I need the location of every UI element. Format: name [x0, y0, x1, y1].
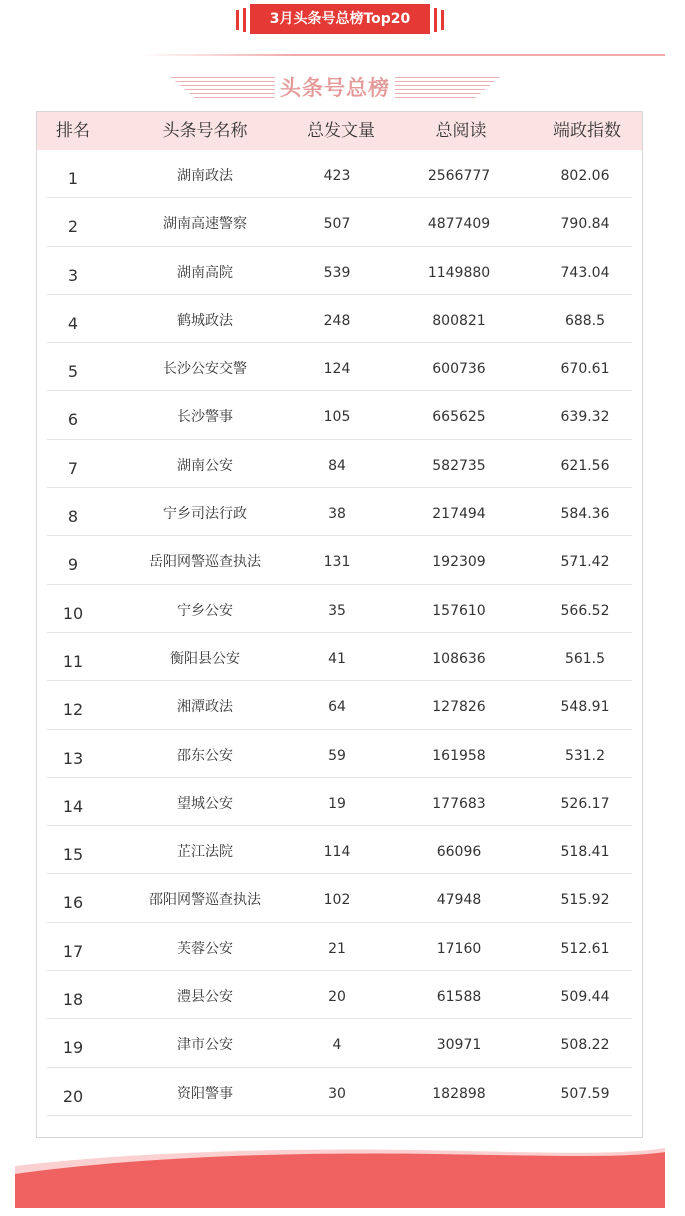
cell-index: 571.42 — [560, 554, 610, 571]
cell-rank: 20 — [62, 1086, 84, 1106]
cell-rank: 18 — [62, 990, 84, 1010]
cell-index: 584.36 — [560, 506, 610, 523]
banner-decor-bar — [434, 8, 437, 32]
cell-posts: 19 — [328, 795, 346, 812]
cell-name: 芙蓉公安 — [177, 940, 233, 957]
ranking-table — [36, 111, 643, 1138]
cell-index: 621.56 — [560, 457, 610, 474]
cell-posts: 38 — [328, 506, 346, 523]
cell-index: 515.92 — [560, 892, 610, 909]
cell-reads: 582735 — [432, 457, 486, 474]
cell-name: 澧县公安 — [177, 989, 233, 1006]
cell-reads: 600736 — [432, 361, 486, 378]
cell-reads: 182898 — [432, 1085, 486, 1102]
cell-name: 湖南公安 — [177, 457, 233, 474]
table-row — [47, 198, 632, 246]
cell-reads: 800821 — [432, 312, 486, 329]
table-row — [47, 971, 632, 1019]
cell-name: 湖南高速警察 — [163, 216, 247, 233]
cell-index: 802.06 — [560, 168, 610, 184]
table-row — [47, 730, 632, 778]
cell-name: 资阳警事 — [177, 1085, 233, 1102]
cell-posts: 84 — [328, 457, 346, 474]
cell-index: 518.41 — [560, 844, 610, 861]
table-row — [47, 1019, 632, 1067]
table-row — [47, 488, 632, 536]
cell-index: 531.2 — [564, 747, 606, 764]
cell-index: 548.91 — [560, 699, 610, 716]
cell-index: 561.5 — [564, 650, 606, 667]
cell-index: 670.61 — [560, 361, 610, 378]
cell-rank: 15 — [62, 845, 84, 865]
cell-name: 邵阳网警巡查执法 — [149, 892, 261, 909]
cell-index: 639.32 — [560, 409, 610, 426]
table-row — [47, 150, 632, 198]
cell-posts: 4 — [332, 1037, 342, 1054]
top-banner — [236, 4, 444, 38]
table-row — [47, 585, 632, 633]
cell-index: 507.59 — [560, 1085, 610, 1102]
stripe-decoration-right — [395, 77, 500, 99]
cell-reads: 665625 — [432, 409, 486, 426]
table-header — [37, 112, 642, 150]
table-row — [47, 826, 632, 874]
cell-reads: 30971 — [436, 1037, 482, 1054]
table-body — [37, 150, 642, 1116]
cell-rank: 17 — [62, 941, 84, 961]
cell-posts: 30 — [328, 1085, 346, 1102]
section-heading — [170, 74, 500, 102]
cell-posts: 124 — [323, 361, 351, 378]
cell-reads: 4877409 — [427, 216, 491, 233]
cell-reads: 217494 — [432, 506, 486, 523]
banner-decor-bar — [236, 10, 239, 30]
cell-index: 508.22 — [560, 1037, 610, 1054]
table-row — [47, 874, 632, 922]
table-row — [47, 343, 632, 391]
cell-reads: 2566777 — [427, 168, 491, 184]
table-row — [47, 391, 632, 439]
header-posts: 总发文量 — [307, 121, 375, 141]
cell-rank: 4 — [67, 313, 79, 333]
cell-rank: 3 — [67, 265, 79, 285]
cell-rank: 12 — [62, 700, 84, 720]
cell-rank: 11 — [62, 651, 84, 671]
cell-index: 743.04 — [560, 264, 610, 281]
cell-name: 宁乡司法行政 — [163, 506, 247, 523]
header-reads: 总阅读 — [435, 121, 487, 141]
cell-reads: 66096 — [436, 844, 482, 861]
section-title: 头条号总榜 — [280, 76, 390, 100]
header-index: 端政指数 — [553, 121, 621, 141]
cell-rank: 7 — [67, 458, 79, 478]
cell-posts: 105 — [323, 409, 351, 426]
cell-posts: 248 — [323, 312, 351, 329]
cell-reads: 61588 — [436, 989, 482, 1006]
cell-reads: 108636 — [432, 650, 486, 667]
cell-rank: 2 — [67, 217, 79, 237]
divider — [140, 54, 665, 56]
cell-rank: 19 — [62, 1038, 84, 1058]
cell-posts: 41 — [328, 650, 346, 667]
table-row — [47, 1068, 632, 1116]
cell-name: 长沙警事 — [177, 409, 233, 426]
cell-name: 宁乡公安 — [177, 602, 233, 619]
cell-name: 湖南高院 — [177, 264, 233, 281]
cell-reads: 192309 — [432, 554, 486, 571]
cell-posts: 539 — [323, 264, 351, 281]
cell-reads: 157610 — [432, 602, 486, 619]
cell-reads: 127826 — [432, 699, 486, 716]
bottom-wave-decoration — [15, 1148, 665, 1208]
cell-name: 邵东公安 — [177, 747, 233, 764]
cell-reads: 17160 — [436, 940, 482, 957]
table-row — [47, 778, 632, 826]
table-row — [47, 247, 632, 295]
cell-name: 长沙公安交警 — [163, 361, 247, 378]
cell-index: 566.52 — [560, 602, 610, 619]
cell-index: 509.44 — [560, 989, 610, 1006]
cell-posts: 131 — [323, 554, 351, 571]
cell-rank: 6 — [67, 410, 79, 430]
cell-name: 津市公安 — [177, 1037, 233, 1054]
cell-name: 湖南政法 — [177, 168, 233, 184]
table-row — [47, 633, 632, 681]
banner-decor-bar — [243, 8, 246, 32]
cell-posts: 423 — [323, 168, 351, 184]
cell-posts: 102 — [323, 892, 351, 909]
banner-decor-bar — [441, 10, 444, 30]
cell-name: 鹤城政法 — [177, 312, 233, 329]
cell-posts: 35 — [328, 602, 346, 619]
banner-title: 3月头条号总榜Top20 — [250, 4, 430, 34]
table-row — [47, 295, 632, 343]
cell-posts: 64 — [328, 699, 346, 716]
cell-name: 岳阳网警巡查执法 — [149, 554, 261, 571]
cell-rank: 14 — [62, 796, 84, 816]
cell-posts: 507 — [323, 216, 351, 233]
cell-rank: 9 — [67, 555, 79, 575]
cell-reads: 161958 — [432, 747, 486, 764]
cell-rank: 10 — [62, 603, 84, 623]
table-row — [47, 440, 632, 488]
cell-reads: 1149880 — [427, 264, 491, 281]
table-row — [47, 536, 632, 584]
stripe-decoration-left — [170, 77, 275, 99]
cell-name: 望城公安 — [177, 795, 233, 812]
cell-index: 526.17 — [560, 795, 610, 812]
cell-rank: 5 — [67, 362, 79, 382]
header-name: 头条号名称 — [162, 121, 248, 141]
cell-name: 衡阳县公安 — [170, 650, 240, 667]
header-rank: 排名 — [56, 121, 90, 141]
cell-reads: 47948 — [436, 892, 482, 909]
cell-name: 湘潭政法 — [177, 699, 233, 716]
cell-posts: 20 — [328, 989, 346, 1006]
cell-rank: 1 — [67, 169, 79, 188]
cell-reads: 177683 — [432, 795, 486, 812]
cell-posts: 21 — [328, 940, 346, 957]
cell-index: 688.5 — [564, 312, 606, 329]
table-row — [47, 681, 632, 729]
cell-index: 512.61 — [560, 940, 610, 957]
cell-posts: 114 — [323, 844, 351, 861]
cell-posts: 59 — [328, 747, 346, 764]
cell-name: 芷江法院 — [177, 844, 233, 861]
cell-index: 790.84 — [560, 216, 610, 233]
cell-rank: 13 — [62, 748, 84, 768]
table-row — [47, 923, 632, 971]
cell-rank: 8 — [67, 507, 79, 527]
cell-rank: 16 — [62, 893, 84, 913]
